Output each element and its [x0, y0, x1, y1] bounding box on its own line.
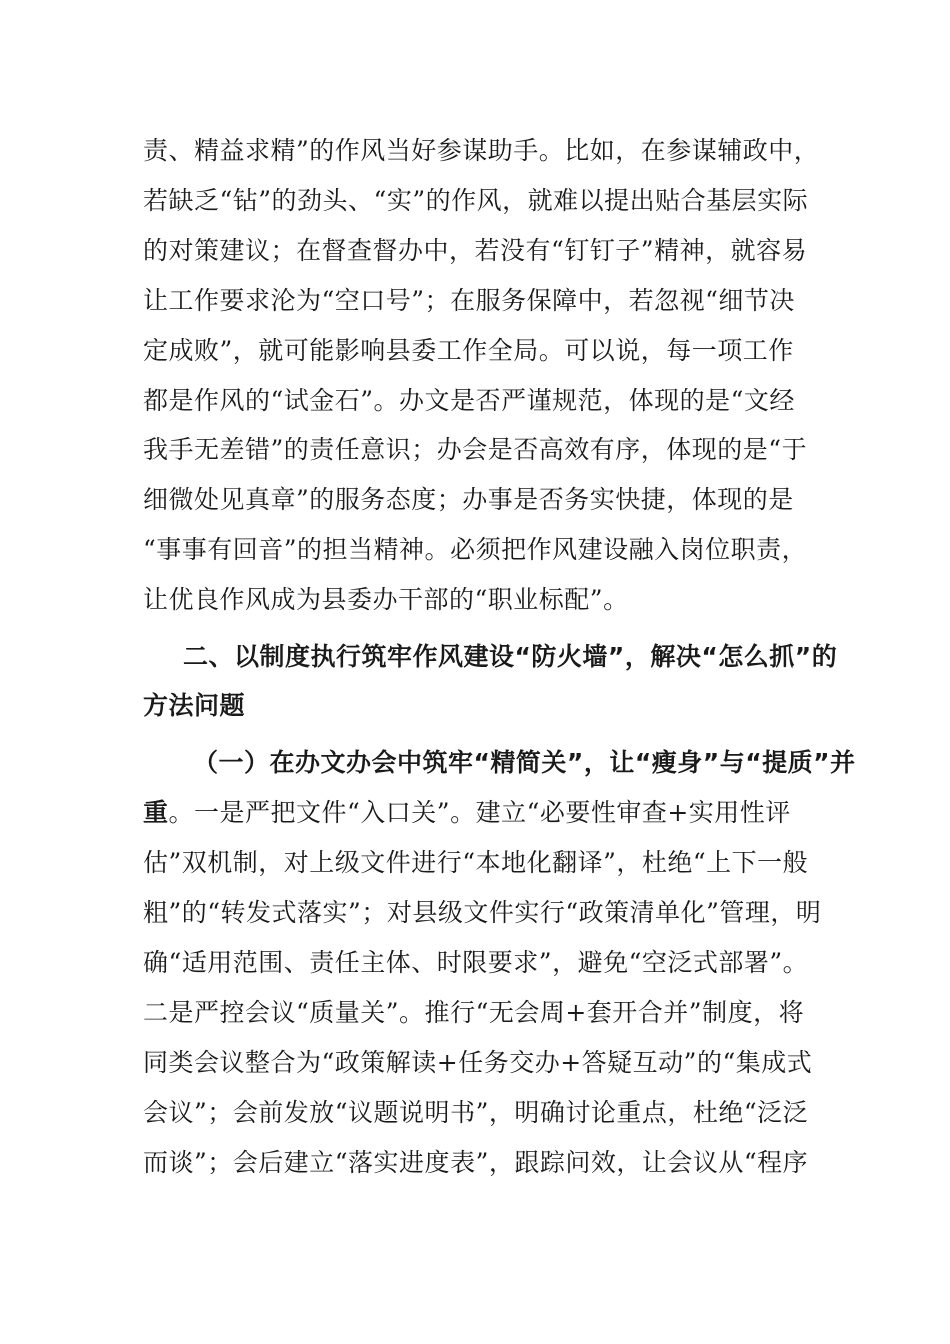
paragraph2-line-7: 而谈”；会后建立“落实进度表”，跟踪问效，让会议从“程序	[143, 1148, 809, 1177]
subheading-line-1: （一）在办文办会中筑牢“精简关”，让“瘦身”与“提质”并	[193, 748, 856, 777]
subheading-line-2	[143, 793, 791, 833]
paragraph2-line-6: 会议”；会前发放“议题说明书”，明确讨论重点，杜绝“泛泛	[143, 1098, 809, 1127]
section-heading-line-2: 方法问题	[143, 691, 246, 720]
paragraph1-line-7: 我手无差错”的责任意识；办会是否高效有序，体现的是“于	[143, 435, 808, 464]
paragraph1-line-9: “事事有回音”的担当精神。必须把作风建设融入岗位职责，	[143, 535, 808, 564]
subheading-line-2-text: 。一是严把文件“入口关”。建立“必要性审查+实用性评	[168, 798, 791, 827]
paragraph2-line-4: 二是严控会议“质量关”。推行“无会周+套开合并”制度，将	[143, 998, 805, 1027]
paragraph1-line-8: 细微处见真章”的服务态度；办事是否务实快捷，体现的是	[143, 485, 794, 514]
paragraph2-line-3: 确“适用范围、责任主体、时限要求”，避免“空泛式部署”。	[143, 948, 809, 977]
paragraph1-line-4: 让工作要求沦为“空口号”；在服务保障中，若忽视“细节决	[143, 286, 795, 315]
paragraph1-line-3: 的对策建议；在督查督办中，若没有“钉钉子”精神，就容易	[143, 236, 808, 265]
paragraph2-line-5: 同类会议整合为“政策解读+任务交办+答疑互动”的“集成式	[143, 1048, 813, 1077]
paragraph1-line-5: 定成败”，就可能影响县委工作全局。可以说，每一项工作	[143, 336, 794, 365]
paragraph2-line-2: 粗”的“转发式落实”；对县级文件实行“政策清单化”管理，明	[143, 898, 822, 927]
paragraph1-line-1: 责、精益求精”的作风当好参谋助手。比如，在参谋辅政中，	[143, 136, 820, 165]
paragraph2-line-1: 估”双机制，对上级文件进行“本地化翻译”，杜绝“上下一般	[143, 848, 809, 877]
paragraph1-line-2: 若缺乏“钻”的劲头、“实”的作风，就难以提出贴合基层实际	[143, 186, 809, 215]
section-heading-line-1: 二、以制度执行筑牢作风建设“防火墙”，解决“怎么抓”的	[183, 642, 838, 671]
paragraph1-line-6: 都是作风的“试金石”。办文是否严谨规范，体现的是“文经	[143, 386, 795, 415]
paragraph1-line-10: 让优良作风成为县委办干部的“职业标配”。	[143, 585, 629, 614]
subheading-bold-tail: 重	[143, 798, 169, 827]
